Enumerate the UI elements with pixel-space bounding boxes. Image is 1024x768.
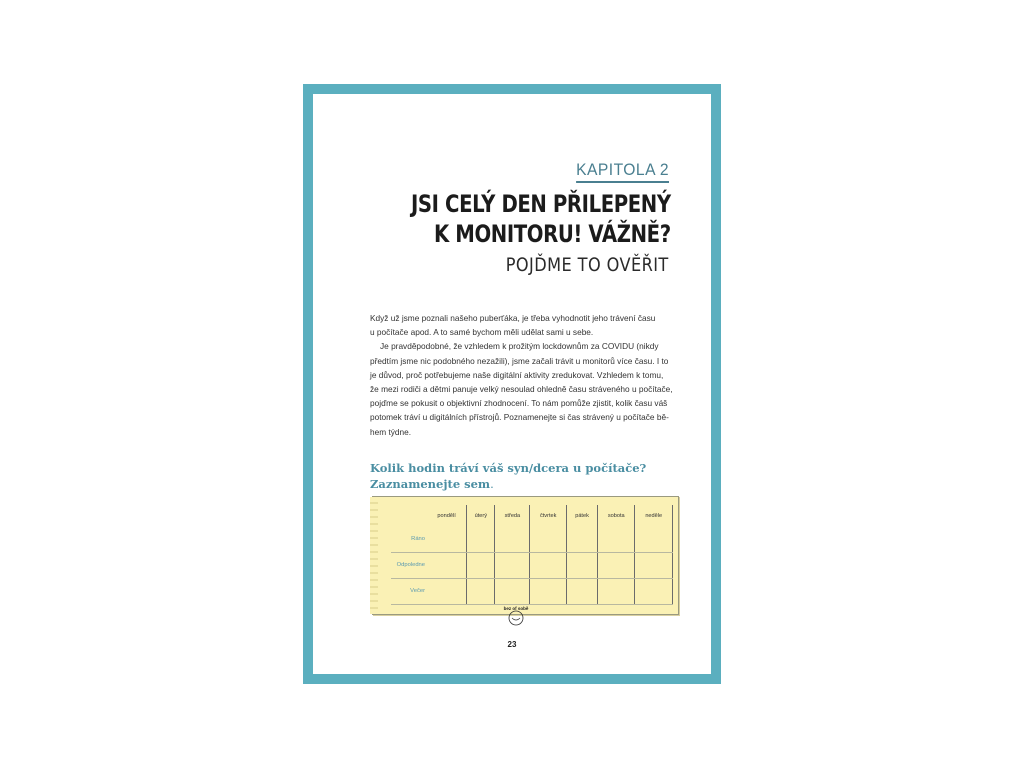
table-cell[interactable] <box>598 527 635 552</box>
logo-text: bez of sobě <box>503 606 529 611</box>
row-label: Odpoledne <box>391 552 427 578</box>
table-cell[interactable] <box>467 552 495 578</box>
table-row <box>391 578 673 604</box>
chapter-subtitle: POJĎME TO OVĚŘIT <box>506 254 669 276</box>
table-cell[interactable] <box>530 527 567 552</box>
day-header: pondělí <box>427 505 467 527</box>
paragraph-1-line-1: Když už jsme poznali našeho puberťáka, je třeba vyhodnotit jeho trávení času <box>370 313 656 323</box>
day-header: čtvrtek <box>530 505 567 527</box>
weekly-time-table <box>391 505 673 605</box>
table-cell[interactable] <box>495 552 530 578</box>
question-line-2-text: Zaznamenejte sem <box>370 477 491 491</box>
table-cell[interactable] <box>427 527 467 552</box>
row-label: Večer <box>391 578 427 604</box>
table-cell[interactable] <box>598 578 635 604</box>
table-cell[interactable] <box>567 527 598 552</box>
page-number: 23 <box>507 640 517 649</box>
paragraph-1-line-2: u počítače apod. A to samé bychom měli udělat sami u sebe. <box>370 327 594 338</box>
paragraph-2-line: hem týdne. <box>370 426 412 437</box>
question-dot: . <box>490 477 494 491</box>
title-line-1: JSI CELÝ DEN PŘILEPENÝ <box>411 190 671 218</box>
table-cell[interactable] <box>598 552 635 578</box>
chapter-label: KAPITOLA 2 <box>576 160 669 183</box>
day-header: pátek <box>567 505 598 527</box>
table-cell[interactable] <box>467 527 495 552</box>
table-cell[interactable] <box>467 578 495 604</box>
table-row <box>391 527 673 552</box>
day-header: sobota <box>598 505 635 527</box>
day-header: úterý <box>467 505 495 527</box>
chapter-title <box>411 189 671 249</box>
publisher-logo-icon <box>503 605 529 627</box>
paragraph-2-line: potomek tráví u digitálních přístrojů. Poznamenejte si čas strávený u počítače bě- <box>370 412 669 423</box>
table-cell[interactable] <box>635 527 673 552</box>
table-cell[interactable] <box>635 552 673 578</box>
table-cell[interactable] <box>427 578 467 604</box>
question-line-2 <box>370 476 690 492</box>
notepad-torn-edge <box>370 497 378 614</box>
table-cell[interactable] <box>567 578 598 604</box>
title-line-2: K MONITORU! VÁŽNĚ? <box>434 220 671 248</box>
paragraph-2-line: že mezi rodiči a dětmi panuje velký nesoulad ohledně času stráveného u počítače, <box>370 384 673 395</box>
table-cell[interactable] <box>635 578 673 604</box>
paragraph-2-line: předtím jsme nic podobného nezažili), jsme začali trávit u monitorů více času. I to <box>370 355 669 366</box>
table-corner <box>391 505 427 527</box>
exercise-question <box>370 460 690 492</box>
table-cell[interactable] <box>530 552 567 578</box>
book-page <box>313 94 711 674</box>
table-cell[interactable] <box>567 552 598 578</box>
row-label: Ráno <box>391 527 427 552</box>
table-row <box>391 552 673 578</box>
day-header: neděle <box>635 505 673 527</box>
table-cell[interactable] <box>427 552 467 578</box>
body-text <box>370 311 676 439</box>
paragraph-2-line: pojďme se pokusit o objektivní zhodnocení. To nám pomůže zjistit, kolik času váš <box>370 398 668 409</box>
table-cell[interactable] <box>530 578 567 604</box>
question-line-1: Kolik hodin tráví váš syn/dcera u počítače? <box>370 461 647 475</box>
notepad-worksheet <box>372 496 679 615</box>
paragraph-2-line: Je pravděpodobné, že vzhledem k prožitým lockdownům za COVIDU (nikdy <box>380 341 659 352</box>
table-cell[interactable] <box>495 578 530 604</box>
table-cell[interactable] <box>495 527 530 552</box>
day-header: středa <box>495 505 530 527</box>
page-frame <box>303 84 721 684</box>
table-header-row <box>391 505 673 527</box>
paragraph-2-line: je důvod, proč potřebujeme naše digitální aktivity zredukovat. Vzhledem k tomu, <box>370 369 664 380</box>
